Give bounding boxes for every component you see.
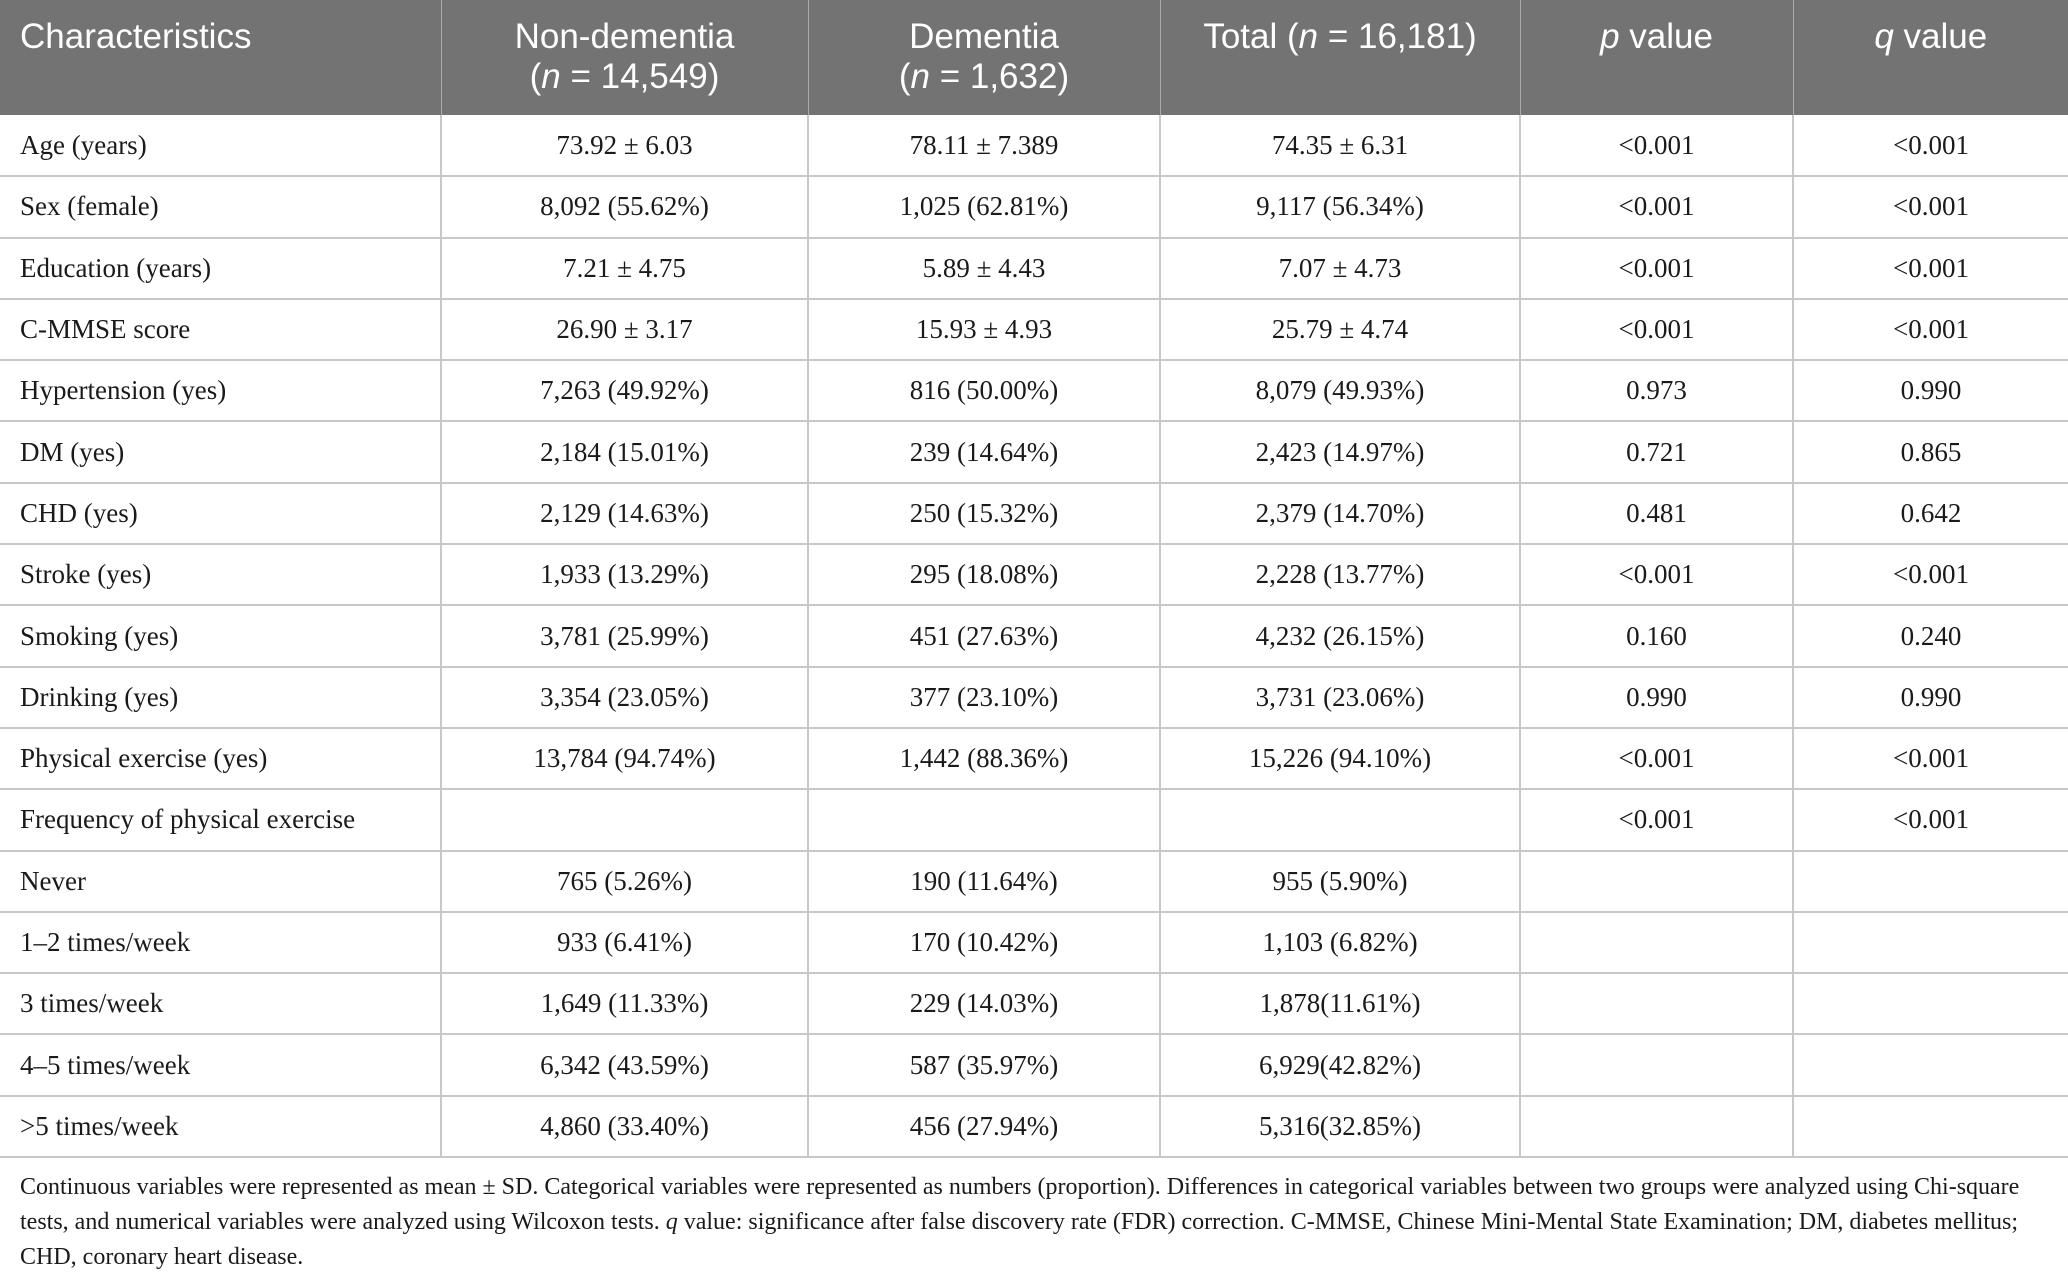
cell-characteristic: Sex (female) — [0, 176, 441, 237]
table-row — [0, 299, 2068, 360]
cell-characteristic: Frequency of physical exercise — [0, 789, 441, 850]
table-row — [0, 544, 2068, 605]
cell-dementia: 377 (23.10%) — [808, 667, 1160, 728]
cell-q-value: <0.001 — [1793, 544, 2068, 605]
cell-dementia: 229 (14.03%) — [808, 973, 1160, 1034]
header-non-dementia-label: Non-dementia — [514, 17, 735, 56]
cell-characteristic: Smoking (yes) — [0, 605, 441, 666]
cell-characteristic: C-MMSE score — [0, 299, 441, 360]
header-non-dementia-n-value: = 14,549) — [560, 57, 720, 96]
cell-non-dementia: 26.90 ± 3.17 — [441, 299, 808, 360]
cell-dementia: 190 (11.64%) — [808, 851, 1160, 912]
table-row — [0, 912, 2068, 973]
cell-total: 2,379 (14.70%) — [1160, 483, 1520, 544]
table-row — [0, 973, 2068, 1034]
table-row — [0, 789, 2068, 850]
table-row — [0, 1096, 2068, 1157]
header-characteristics — [0, 0, 441, 115]
cell-total: 5,316(32.85%) — [1160, 1096, 1520, 1157]
cell-dementia: 15.93 ± 4.93 — [808, 299, 1160, 360]
cell-q-value: <0.001 — [1793, 176, 2068, 237]
cell-non-dementia: 13,784 (94.74%) — [441, 728, 808, 789]
header-p-suffix: value — [1619, 17, 1713, 56]
cell-q-value — [1793, 1096, 2068, 1157]
cell-p-value: 0.990 — [1520, 667, 1793, 728]
header-non-dementia-n-symbol: n — [541, 57, 561, 96]
cell-p-value: <0.001 — [1520, 176, 1793, 237]
header-dementia-n-value: = 1,632) — [929, 57, 1070, 96]
cell-q-value: 0.240 — [1793, 605, 2068, 666]
cell-q-value — [1793, 973, 2068, 1034]
cell-total: 9,117 (56.34%) — [1160, 176, 1520, 237]
cell-q-value — [1793, 912, 2068, 973]
cell-q-value: 0.990 — [1793, 667, 2068, 728]
cell-dementia: 239 (14.64%) — [808, 421, 1160, 482]
cell-non-dementia: 1,933 (13.29%) — [441, 544, 808, 605]
table-row — [0, 605, 2068, 666]
header-total-n-value: = 16,181) — [1318, 17, 1477, 56]
cell-non-dementia: 765 (5.26%) — [441, 851, 808, 912]
cell-non-dementia: 1,649 (11.33%) — [441, 973, 808, 1034]
cell-p-value — [1520, 973, 1793, 1034]
cell-p-value — [1520, 1034, 1793, 1095]
cell-p-value: 0.481 — [1520, 483, 1793, 544]
cell-dementia: 1,025 (62.81%) — [808, 176, 1160, 237]
table-row — [0, 360, 2068, 421]
cell-p-value: <0.001 — [1520, 299, 1793, 360]
cell-dementia: 456 (27.94%) — [808, 1096, 1160, 1157]
table-row — [0, 483, 2068, 544]
cell-non-dementia: 7,263 (49.92%) — [441, 360, 808, 421]
cell-non-dementia: 2,129 (14.63%) — [441, 483, 808, 544]
footnote-part1: Continuous variables were represented as mean ± SD. Categorical variables were represented as numbers (proportion). Differences in categorical variables between two groups were analyzed using Chi-square tests, and numerical variables were analyzed using Wilcoxon tests. — [20, 1174, 2020, 1235]
header-q-symbol: q — [1874, 17, 1894, 56]
footnote-part2: value: significance after false discovery rate (FDR) correction. C-MMSE, Chinese Mini-Mental State Examination; DM, diabetes mellitus; CHD, coronary heart disease. — [20, 1209, 2019, 1270]
cell-dementia: 587 (35.97%) — [808, 1034, 1160, 1095]
cell-dementia: 295 (18.08%) — [808, 544, 1160, 605]
table-row — [0, 1034, 2068, 1095]
cell-p-value: <0.001 — [1520, 544, 1793, 605]
table-row — [0, 176, 2068, 237]
cell-total: 955 (5.90%) — [1160, 851, 1520, 912]
cell-characteristic: >5 times/week — [0, 1096, 441, 1157]
cell-non-dementia: 73.92 ± 6.03 — [441, 115, 808, 176]
cell-characteristic: CHD (yes) — [0, 483, 441, 544]
cell-q-value: 0.990 — [1793, 360, 2068, 421]
cell-characteristic: Education (years) — [0, 238, 441, 299]
cell-q-value: <0.001 — [1793, 789, 2068, 850]
cell-non-dementia: 3,781 (25.99%) — [441, 605, 808, 666]
header-dementia-n-prefix: ( — [898, 57, 911, 96]
table-row — [0, 421, 2068, 482]
cell-total: 8,079 (49.93%) — [1160, 360, 1520, 421]
cell-dementia: 250 (15.32%) — [808, 483, 1160, 544]
cell-total: 7.07 ± 4.73 — [1160, 238, 1520, 299]
table-row — [0, 851, 2068, 912]
cell-total: 2,423 (14.97%) — [1160, 421, 1520, 482]
cell-characteristic: 1–2 times/week — [0, 912, 441, 973]
cell-p-value: 0.160 — [1520, 605, 1793, 666]
cell-non-dementia: 4,860 (33.40%) — [441, 1096, 808, 1157]
cell-non-dementia: 3,354 (23.05%) — [441, 667, 808, 728]
cell-q-value: 0.642 — [1793, 483, 2068, 544]
table-row — [0, 115, 2068, 176]
cell-p-value — [1520, 851, 1793, 912]
cell-non-dementia: 2,184 (15.01%) — [441, 421, 808, 482]
header-non-dementia — [441, 0, 808, 115]
table-body — [0, 115, 2068, 1157]
header-p-value — [1520, 0, 1793, 115]
cell-non-dementia: 7.21 ± 4.75 — [441, 238, 808, 299]
cell-characteristic: Drinking (yes) — [0, 667, 441, 728]
cell-q-value: <0.001 — [1793, 299, 2068, 360]
cell-total: 4,232 (26.15%) — [1160, 605, 1520, 666]
cell-p-value: <0.001 — [1520, 238, 1793, 299]
cell-non-dementia: 6,342 (43.59%) — [441, 1034, 808, 1095]
header-dementia-n-symbol: n — [910, 57, 930, 96]
cell-characteristic: Never — [0, 851, 441, 912]
cell-dementia — [808, 789, 1160, 850]
cell-dementia: 816 (50.00%) — [808, 360, 1160, 421]
header-dementia — [808, 0, 1160, 115]
cell-q-value: <0.001 — [1793, 728, 2068, 789]
header-dementia-label: Dementia — [909, 17, 1059, 56]
cell-dementia: 78.11 ± 7.389 — [808, 115, 1160, 176]
footnote-q-symbol: q — [665, 1209, 678, 1235]
cell-q-value — [1793, 851, 2068, 912]
header-q-value — [1793, 0, 2068, 115]
cell-p-value: 0.973 — [1520, 360, 1793, 421]
header-total-n-symbol: n — [1298, 17, 1319, 56]
header-total — [1160, 0, 1520, 115]
table-footnote — [20, 1170, 2050, 1275]
cell-total: 6,929(42.82%) — [1160, 1034, 1520, 1095]
cell-q-value: <0.001 — [1793, 115, 2068, 176]
cell-characteristic: Age (years) — [0, 115, 441, 176]
table-row — [0, 728, 2068, 789]
cell-dementia: 5.89 ± 4.43 — [808, 238, 1160, 299]
cell-p-value: 0.721 — [1520, 421, 1793, 482]
header-q-suffix: value — [1893, 17, 1988, 56]
cell-total: 1,103 (6.82%) — [1160, 912, 1520, 973]
cell-dementia: 451 (27.63%) — [808, 605, 1160, 666]
table-header-row — [0, 0, 2068, 115]
cell-q-value — [1793, 1034, 2068, 1095]
cell-non-dementia: 8,092 (55.62%) — [441, 176, 808, 237]
header-non-dementia-n-prefix: ( — [529, 57, 542, 96]
table-row — [0, 238, 2068, 299]
cell-total: 1,878(11.61%) — [1160, 973, 1520, 1034]
cell-total: 74.35 ± 6.31 — [1160, 115, 1520, 176]
cell-total: 3,731 (23.06%) — [1160, 667, 1520, 728]
cell-p-value: <0.001 — [1520, 789, 1793, 850]
cell-total: 2,228 (13.77%) — [1160, 544, 1520, 605]
table-row — [0, 667, 2068, 728]
cell-non-dementia: 933 (6.41%) — [441, 912, 808, 973]
header-characteristics-label: Characteristics — [20, 17, 252, 56]
cell-total: 15,226 (94.10%) — [1160, 728, 1520, 789]
cell-q-value: <0.001 — [1793, 238, 2068, 299]
cell-p-value — [1520, 1096, 1793, 1157]
cell-characteristic: Stroke (yes) — [0, 544, 441, 605]
cell-characteristic: Physical exercise (yes) — [0, 728, 441, 789]
header-total-prefix: Total ( — [1203, 17, 1299, 56]
cell-q-value: 0.865 — [1793, 421, 2068, 482]
cell-characteristic: DM (yes) — [0, 421, 441, 482]
cell-characteristic: Hypertension (yes) — [0, 360, 441, 421]
cell-total: 25.79 ± 4.74 — [1160, 299, 1520, 360]
header-p-symbol: p — [1600, 17, 1620, 56]
cell-dementia: 170 (10.42%) — [808, 912, 1160, 973]
cell-dementia: 1,442 (88.36%) — [808, 728, 1160, 789]
cell-characteristic: 3 times/week — [0, 973, 441, 1034]
cell-total — [1160, 789, 1520, 850]
cell-p-value: <0.001 — [1520, 728, 1793, 789]
cell-p-value: <0.001 — [1520, 115, 1793, 176]
cell-characteristic: 4–5 times/week — [0, 1034, 441, 1095]
cell-p-value — [1520, 912, 1793, 973]
cell-non-dementia — [441, 789, 808, 850]
